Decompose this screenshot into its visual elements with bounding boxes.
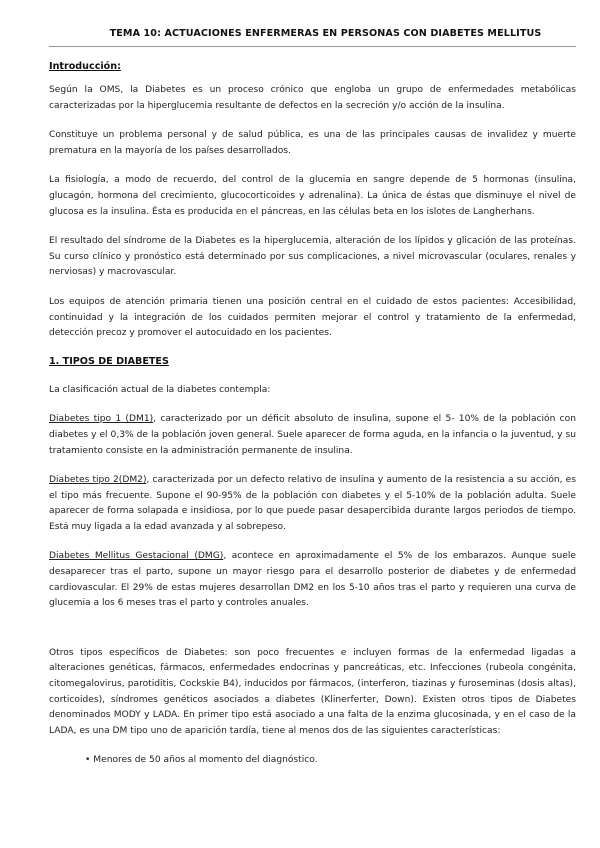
intro-paragraph-4: El resultado del síndrome de la Diabetes es la hiperglucemia, alteración de los lípidos y glicación de las proteínas. Su curso clínico y pronóstico está determinado por sus complicaciones, a nivel microvascular (oculares, renales y nerviosas) y macrovascular.: [49, 236, 576, 278]
dmg-text: , acontece en aproximadamente el 5% de los embarazos. Aunque suele desaparecer tras el parto, supone un mayor riesgo para el desarrollo posterior de diabetes y de enfermedad cardiovascular. El 29% de estas mujeres desarrollan DM2 en los 5-10 años tras el parto y requieren una curva de glucemia a los 6 meses tras el parto y controles anuales.: [49, 551, 576, 609]
dm2-paragraph: [49, 473, 576, 535]
intro-paragraph-2: Constituye un problema personal y de salud pública, es una de las principales causas de invalidez y muerte prematura en la mayoría de los países desarrollados.: [49, 130, 576, 156]
header-rule: [49, 46, 576, 47]
dmg-paragraph: [49, 549, 576, 611]
intro-paragraph-5: Los equipos de atención primaria tienen una posición central en el cuidado de estos pacientes: Accesibilidad, continuidad y la integración de los cuidados permiten mejorar el control y tratamiento de la enfermedad, detección precoz y promover el autocuidado en los pacientes.: [49, 296, 576, 339]
dm1-text: , caracterizado por un déficit absoluto de insulina, supone el 5- 10% de la población con diabetes y el 0,3% de la población joven general. Suele aparecer de forma aguda, en la infancia o la juventud, y su tratamiento consiste en la administración permanente de insulina.: [49, 414, 576, 456]
dm1-term: Diabetes tipo 1 (DM1): [49, 414, 154, 425]
intro-heading: Introducción:: [49, 61, 121, 72]
dm1-paragraph: [49, 412, 576, 459]
dm2-term: Diabetes tipo 2(DM2): [49, 475, 147, 486]
intro-paragraph-1: Según la OMS, la Diabetes es un proceso crónico que engloba un grupo de enfermedades metabólicas caracterizadas por la hiperglucemia resultante de defectos en la secreción y/o acción de la insulina.: [49, 85, 576, 111]
types-heading: 1. TIPOS DE DIABETES: [49, 355, 169, 367]
other-types-paragraph: Otros tipos específicos de Diabetes: son poco frecuentes e incluyen formas de la enfermedad ligadas a alteraciones genéticas, fármacos, enfermedades endocrinas y pancreáticas, etc. Infecciones (rubeola congénita, citomegalovirus, parotiditis, Cockskie B4), inducidos por fármacos, (interferon, tiazinas y furoseminas (dosis altas), corticoides), síndromes genéticos asociados a diabetes (Klinerferter, Down). Existen otros tipos de Diabetes denominados MODY y LADA. En primer tipo está asociado a una falta de la enzima glucosinada, y en el caso de la LADA, es una DM tipo uno de aparición tardía, tiene al menos dos de las siguientes características:: [49, 647, 576, 736]
types-intro: La clasificación actual de la diabetes contempla:: [49, 384, 271, 395]
dm2-text: , caracterizada por un defecto relativo de insulina y aumento de la resistencia a su acción, es el tipo más frecuente. Supone el 90-95% de la población con diabetes y el 5-10% de la población adulta. Suele aparecer de forma solapada e insidiosa, por lo que puede pasar desapercibida durante largos periodos de tiempo. Está muy ligada a la edad avanzada y al sobrepeso.: [49, 475, 577, 532]
dmg-term: Diabetes Mellitus Gestacional (DMG): [49, 551, 224, 562]
bullet-item: • Menores de 50 años al momento del diagnóstico.: [85, 755, 318, 766]
page-header: TEMA 10: ACTUACIONES ENFERMERAS EN PERSONAS CON DIABETES MELLITUS: [109, 28, 542, 39]
intro-paragraph-3: La fisiología, a modo de recuerdo, del control de la glucemia en sangre depende de 5 hormonas (insulina, glucagón, hormona del crecimiento, glucocorticoides y adrenalina). La única de éstas que disminuye el nivel de glucosa es la insulina. Ésta es producida en el páncreas, en las células beta en los islotes de Langherhans.: [49, 175, 576, 217]
